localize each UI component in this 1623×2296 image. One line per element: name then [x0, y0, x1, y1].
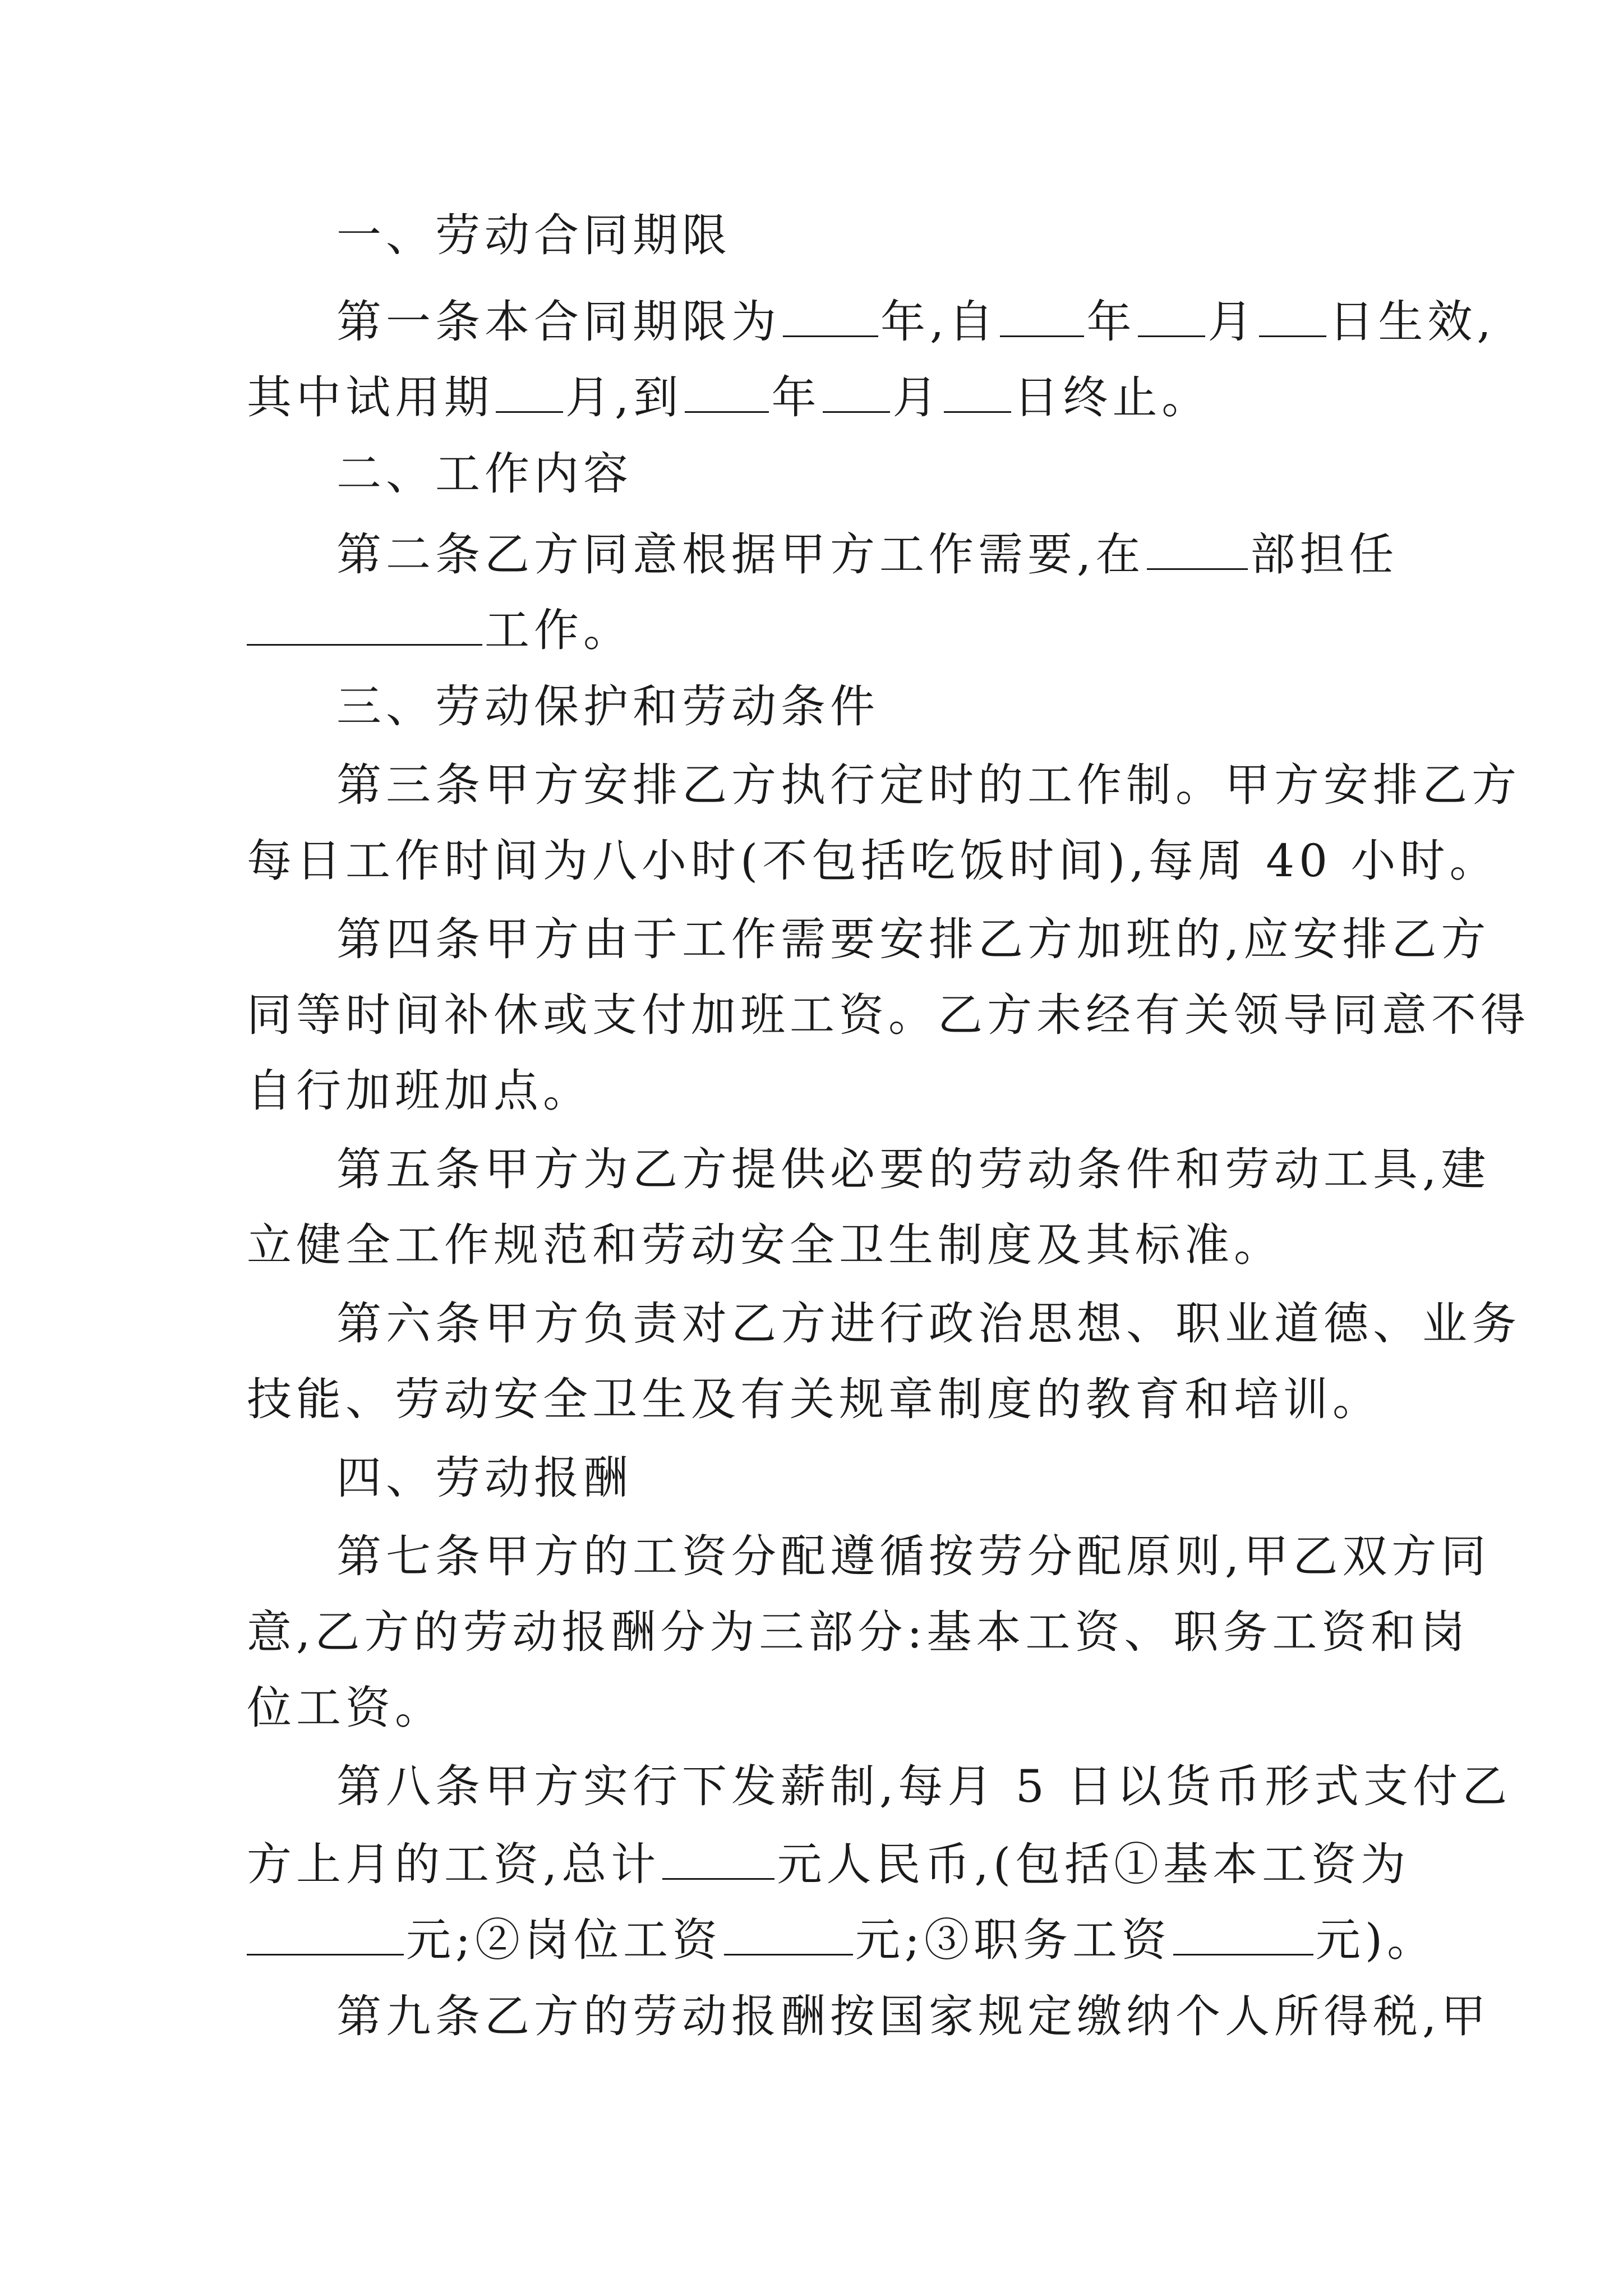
article-5-line-2: 立健全工作规范和劳动安全卫生制度及其标准。 [247, 1219, 1283, 1271]
blank-field [685, 367, 769, 413]
article-2-line-1: 第二条乙方同意根据甲方工作需要,在 部担任 [336, 524, 1492, 581]
section-heading-1: 一、劳动合同期限 [336, 209, 731, 261]
article-2-line-2: 工作。 [247, 600, 1402, 656]
article-1-line-2: 其中试用期 月,到 年 月 日终止。 [247, 367, 1402, 424]
article-7-line-2: 意,乙方的劳动报酬分为三部分:基本工资、职务工资和岗 [247, 1606, 1470, 1658]
article-4-line-1: 第四条甲方由于工作需要安排乙方加班的,应安排乙方 [336, 913, 1491, 965]
article-1-line-1: 第一条本合同期限为 年,自 年 月 日生效, [336, 292, 1492, 348]
section-heading-2: 二、工作内容 [336, 448, 633, 500]
section-heading-4: 四、劳动报酬 [336, 1452, 633, 1504]
blank-field [944, 367, 1011, 413]
article-7-line-3: 位工资。 [247, 1682, 444, 1734]
blank-field [1259, 292, 1326, 337]
blank-field [1000, 292, 1084, 337]
article-6-line-2: 技能、劳动安全卫生及有关规章制度的教育和培训。 [247, 1373, 1382, 1425]
article-3-line-1: 第三条甲方安排乙方执行定时的工作制。甲方安排乙方 [336, 759, 1521, 811]
blank-field [724, 1910, 853, 1955]
blank-field [823, 367, 890, 413]
blank-field [247, 600, 482, 646]
blank-field [1147, 524, 1248, 570]
article-5-line-1: 第五条甲方为乙方提供必要的劳动条件和劳动工具,建 [336, 1143, 1491, 1195]
blank-field [247, 1910, 404, 1955]
blank-field [496, 367, 563, 413]
article-8-line-3: 元;②岗位工资 元;③职务工资 元)。 [247, 1910, 1402, 1966]
article-6-line-1: 第六条甲方负责对乙方进行政治思想、职业道德、业务 [336, 1297, 1521, 1350]
article-4-line-3: 自行加班加点。 [247, 1065, 592, 1117]
article-9-line-1: 第九条乙方的劳动报酬按国家规定缴纳个人所得税,甲 [336, 1990, 1491, 2042]
article-4-line-2: 同等时间补休或支付加班工资。乙方未经有关领导同意不得 [247, 989, 1530, 1041]
article-8-line-1: 第八条甲方实行下发薪制,每月 5 日以货币形式支付乙 [336, 1760, 1512, 1812]
blank-field [662, 1834, 774, 1880]
article-3-line-2: 每日工作时间为八小时(不包括吃饭时间),每周 40 小时。 [247, 835, 1499, 887]
article-8-line-2: 方上月的工资,总计 元人民币,(包括①基本工资为 [247, 1834, 1402, 1890]
blank-field [1138, 292, 1205, 337]
section-heading-3: 三、劳动保护和劳动条件 [336, 680, 879, 733]
blank-field [1173, 1910, 1313, 1955]
article-7-line-1: 第七条甲方的工资分配遵循按劳分配原则,甲乙双方同 [336, 1530, 1491, 1582]
blank-field [783, 292, 878, 337]
